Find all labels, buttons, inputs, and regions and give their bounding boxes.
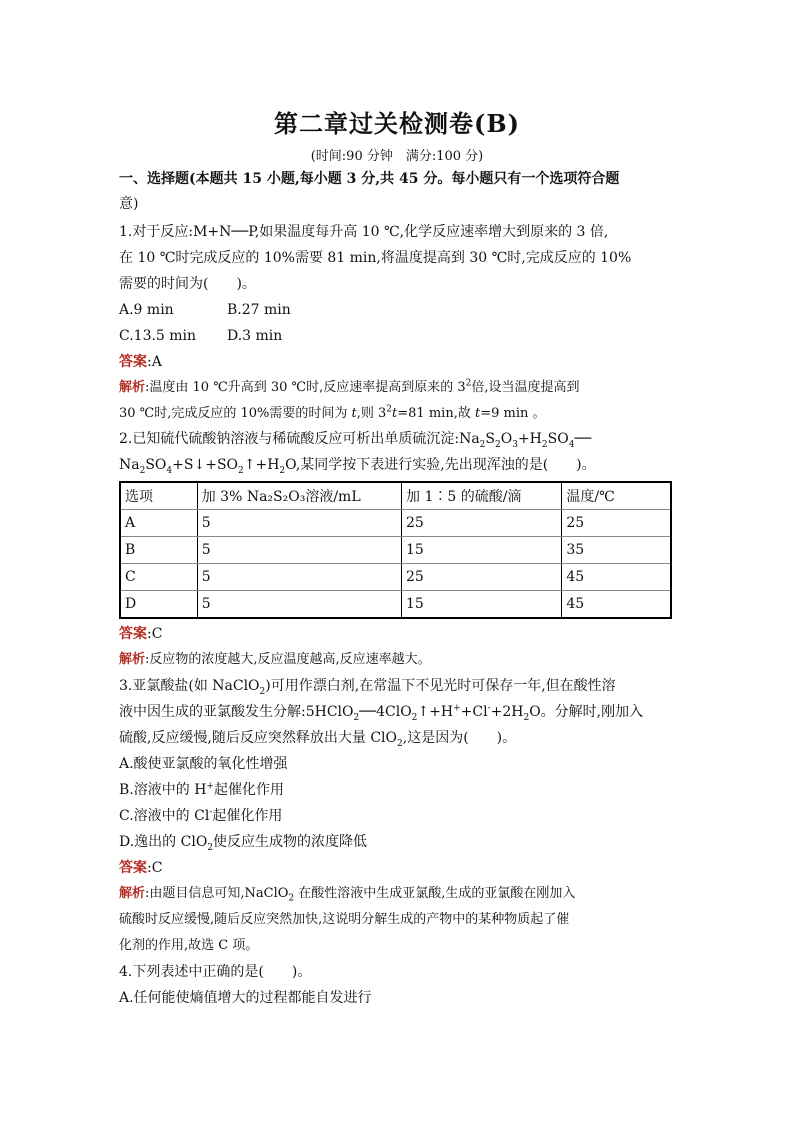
- q3-answer: [119, 858, 675, 878]
- q1-option-a: A.9 min: [119, 302, 174, 318]
- table-cell: 35: [562, 537, 671, 564]
- q4-option-a: A.任何能使熵值增大的过程都能自发进行: [119, 990, 372, 1006]
- table-header-cell: 加 1∶5 的硫酸/滴: [402, 482, 562, 510]
- table-header-cell: 加 3% Na₂S₂O₃溶液/mL: [197, 482, 401, 510]
- table-cell: 5: [197, 591, 401, 619]
- answer-label: 答案: [119, 626, 147, 642]
- table-cell: 25: [402, 564, 562, 591]
- analysis-label: 解析: [119, 380, 146, 395]
- q3-option-c: C.溶液中的 Cl-起催化作用: [119, 807, 283, 824]
- table-cell: 15: [402, 591, 562, 619]
- q1-option-d: D.3 min: [227, 328, 283, 344]
- q3-option-a: A.酸使亚氯酸的氧化性增强: [119, 756, 288, 772]
- q1-analysis-line2: 30 ℃时,完成反应的 10%需要的时间为 t,则 $3^2t=81$ min,故 t=9 min 。: [119, 404, 546, 421]
- q1-option-b: B.27 min: [227, 302, 291, 318]
- q3-line2: 液中因生成的亚氯酸发生分解$:5HClO_2──4ClO_2↑+H^++Cl^-+2H_2O$。分解时,刚加入: [119, 703, 644, 723]
- q3-analysis-line3: 化剂的作用,故选 C 项。: [119, 938, 259, 953]
- answer-label: 答案: [119, 860, 147, 876]
- answer-value: :A: [147, 354, 162, 370]
- q3-option-d: D.逸出的 ClO$_2$使反应生成物的浓度降低: [119, 834, 368, 853]
- answer-value: :C: [147, 626, 163, 642]
- table-cell: 5: [197, 537, 401, 564]
- q1-option-c: C.13.5 min: [119, 328, 197, 344]
- table-row: [120, 510, 671, 537]
- table-cell: A: [120, 510, 197, 537]
- table-row: [120, 591, 671, 619]
- table-cell: 45: [562, 564, 671, 591]
- q2-analysis: 解析:反应物的浓度越大,反应温度越高,反应速率越大。: [119, 652, 431, 667]
- q1-line2: 在 10 ℃时完成反应的 10%需要 81 min,将温度提高到 30 ℃时,完成反应的 10%: [119, 250, 632, 266]
- section-heading-line1: 一、选择题(本题共 15 小题,每小题 3 分,共 45 分。每小题只有一个选项符合题: [119, 171, 620, 187]
- table-row: [120, 564, 671, 591]
- table-cell: D: [120, 591, 197, 619]
- table-row: [120, 537, 671, 564]
- q1-line1: 1.对于反应:M+N──P,如果温度每升高 10 ℃,化学反应速率增大到原来的 3 倍,: [119, 224, 609, 240]
- answer-value: :C: [147, 860, 163, 876]
- table-cell: 25: [562, 510, 671, 537]
- q3-option-b: B.溶液中的 H+起催化作用: [119, 781, 284, 798]
- q3-line3: 硫酸,反应缓慢,随后反应突然释放出大量 ClO$_2$,这是因为( )。: [119, 730, 517, 749]
- q1-line3: 需要的时间为( )。: [119, 276, 256, 292]
- section-heading: [119, 169, 675, 189]
- table-cell: 5: [197, 510, 401, 537]
- table-cell: 5: [197, 564, 401, 591]
- q4-line1: 4.下列表述中正确的是( )。: [119, 964, 312, 980]
- table-header-row: [120, 482, 671, 510]
- table-cell: B: [120, 537, 197, 564]
- section-heading-line2: 意): [119, 196, 139, 212]
- answer-label: 答案: [119, 354, 147, 370]
- q1-analysis-line1: 解析:温度由 10 ℃升高到 30 ℃时,反应速率提高到原来的 $3^2$倍,设当温度提高到: [119, 378, 580, 395]
- page-title: 第二章过关检测卷(B): [274, 109, 520, 138]
- q1-answer: [119, 352, 675, 372]
- analysis-label: 解析: [119, 886, 146, 901]
- section-heading-cont: [119, 194, 675, 214]
- analysis-label: 解析: [119, 652, 146, 667]
- experiment-table: [119, 481, 672, 619]
- q2-line2: $Na_2SO_4+S↓+SO_2↑+H_2O$,某同学按下表进行实验,先出现浑浊的是( )。: [119, 457, 596, 476]
- table-cell: 45: [562, 591, 671, 619]
- q2-answer: [119, 624, 675, 644]
- table-cell: 15: [402, 537, 562, 564]
- table-cell: C: [120, 564, 197, 591]
- q3-analysis-line2: 硫酸时反应缓慢,随后反应突然加快,这说明分解生成的产物中的某种物质起了催: [119, 912, 570, 927]
- q3-analysis-line1: 解析:由题目信息可知,NaClO$_2$ 在酸性溶液中生成亚氯酸,生成的亚氯酸在刚加入: [119, 886, 576, 904]
- table-header-cell: 选项: [120, 482, 197, 510]
- table-cell: 25: [402, 510, 562, 537]
- q2-line1: 2.已知硫代硫酸钠溶液与稀硫酸反应可析出单质硫沉淀$:Na_2S_2O_3+H_2SO_4──$: [119, 431, 592, 450]
- q3-line1: 3.亚氯酸盐(如 NaClO$_2$)可用作漂白剂,在常温下不见光时可保存一年,但在酸性溶: [119, 678, 616, 697]
- exam-subtitle: (时间:90 分钟 满分:100 分): [310, 149, 484, 164]
- table-header-cell: 温度/℃: [562, 482, 671, 510]
